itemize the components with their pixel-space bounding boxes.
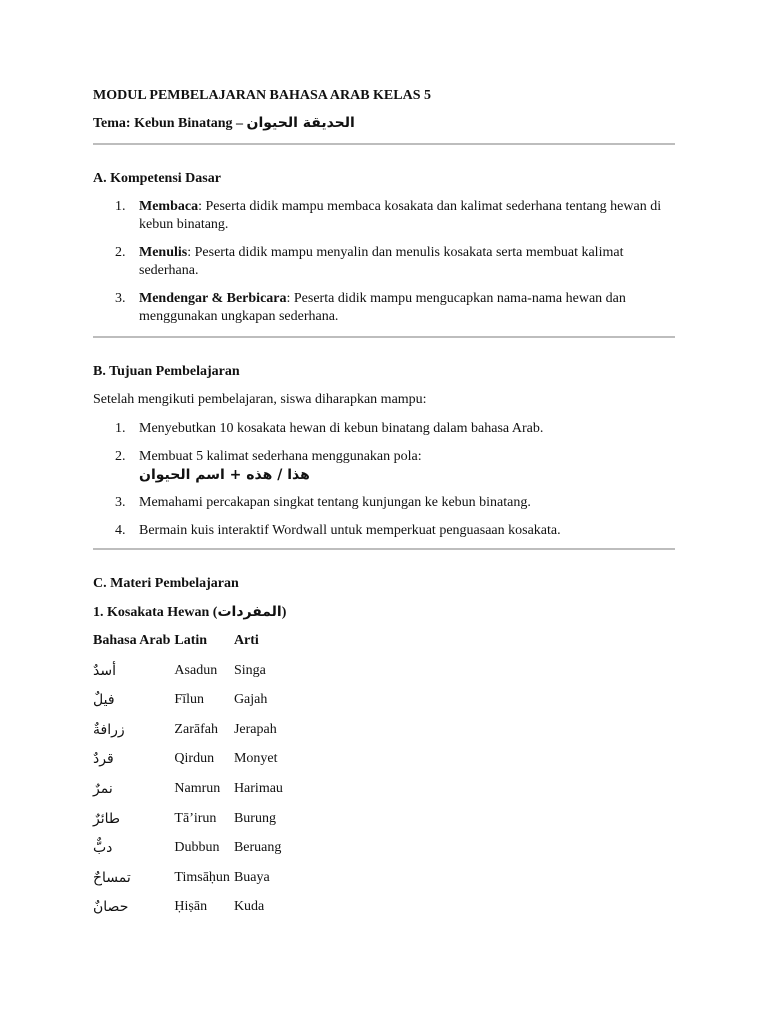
list-number: 2.: [115, 449, 126, 464]
competency-text: : Peserta didik mampu membaca kosakata dan kalimat sederhana tentang hewan di kebun binatang.: [139, 199, 662, 232]
table-row: [93, 840, 287, 870]
list-item: [93, 448, 675, 484]
cell-arabic: تمساحٌ: [93, 869, 131, 886]
vocab-table: [93, 633, 287, 929]
table-row: [93, 751, 287, 781]
competency-term: Membaca: [139, 199, 199, 214]
section-c-heading: C. Materi Pembelajaran: [93, 576, 239, 591]
objective-text: Bermain kuis interaktif Wordwall untuk memperkuat penguasaan kosakata.: [139, 523, 561, 538]
cell-meaning: Harimau: [233, 780, 283, 796]
divider: [93, 548, 675, 550]
vocab-subheading-arabic: المفردات: [217, 604, 282, 620]
list-item: [93, 420, 675, 438]
cell-latin: Zarāfah: [174, 721, 218, 737]
objective-text: Memahami percakapan singkat tentang kunjungan ke kebun binatang.: [139, 495, 531, 510]
cell-meaning: Gajah: [233, 692, 268, 708]
cell-meaning: Beruang: [233, 840, 282, 856]
section-a-heading: A. Kompetensi Dasar: [93, 171, 221, 186]
cell-latin: Fīlun: [174, 692, 204, 708]
cell-latin: Dubbun: [174, 840, 220, 856]
column-header-latin: Latin: [174, 633, 208, 648]
cell-arabic: أسدٌ: [93, 662, 116, 679]
list-number: 4.: [115, 523, 126, 538]
divider: [93, 143, 675, 145]
list-number: 3.: [115, 495, 126, 510]
list-item: [93, 494, 675, 512]
list-number: 1.: [115, 421, 126, 436]
competency-term: Menulis: [139, 245, 188, 260]
divider: [93, 336, 675, 338]
list-item: [93, 522, 675, 540]
cell-latin: Ḥiṣān: [174, 899, 208, 915]
cell-latin: Namrun: [174, 780, 221, 796]
list-number: 3.: [115, 291, 126, 306]
cell-latin: Qirdun: [174, 751, 215, 767]
cell-arabic: قردٌ: [93, 751, 114, 768]
list-item: [93, 198, 675, 234]
competency-term: Mendengar & Berbicara: [139, 291, 287, 306]
table-row: [93, 870, 287, 900]
theme-label: Tema: Kebun Binatang –: [93, 116, 244, 131]
competency-list: [93, 198, 675, 336]
list-item: [93, 290, 675, 326]
list-item: [93, 244, 675, 280]
cell-meaning: Kuda: [233, 899, 265, 915]
list-number: 1.: [115, 199, 126, 214]
cell-arabic: حصانٌ: [93, 899, 129, 916]
cell-arabic: زرافةٌ: [93, 721, 125, 738]
column-header-arabic: Bahasa Arab: [93, 633, 171, 648]
cell-meaning: Singa: [233, 662, 266, 678]
section-b-heading: B. Tujuan Pembelajaran: [93, 364, 240, 379]
cell-meaning: Monyet: [233, 751, 278, 767]
objective-text: Menyebutkan 10 kosakata hewan di kebun binatang dalam bahasa Arab.: [139, 421, 544, 436]
sentence-pattern: هذا / هذه + اسم الحيوان: [139, 467, 310, 483]
cell-meaning: Buaya: [233, 869, 270, 885]
objective-list: [93, 420, 675, 550]
section-b-intro: Setelah mengikuti pembelajaran, siswa diharapkan mampu:: [93, 392, 427, 407]
table-row: [93, 781, 287, 811]
cell-arabic: نمرٌ: [93, 780, 113, 797]
table-row: [93, 899, 287, 929]
table-header-row: [93, 633, 287, 663]
cell-latin: Asadun: [174, 662, 218, 678]
list-number: 2.: [115, 245, 126, 260]
cell-meaning: Jerapah: [233, 721, 277, 737]
competency-text: : Peserta didik mampu menyalin dan menulis kosakata serta membuat kalimat sederhana.: [139, 245, 624, 278]
vocab-subheading-suffix: ): [281, 605, 287, 620]
cell-latin: Tā’irun: [174, 810, 217, 826]
competency-text: : Peserta didik mampu mengucapkan nama-nama hewan dan menggunakan ungkapan sederhana.: [139, 291, 626, 324]
table-row: [93, 692, 287, 722]
table-row: [93, 722, 287, 752]
cell-arabic: طائرٌ: [93, 810, 121, 827]
vocab-subheading-prefix: 1. Kosakata Hewan (: [93, 605, 218, 620]
table-row: [93, 811, 287, 841]
theme-line: [93, 115, 355, 132]
table-row: [93, 663, 287, 693]
cell-latin: Timsāḥun: [174, 869, 230, 885]
document-title: MODUL PEMBELAJARAN BAHASA ARAB KELAS 5: [93, 88, 431, 103]
vocab-subheading: [93, 604, 286, 621]
cell-arabic: فيلٌ: [93, 692, 115, 709]
cell-meaning: Burung: [233, 810, 276, 826]
theme-arabic: الحديقة الحيوان: [246, 115, 355, 131]
cell-arabic: دبٌّ: [93, 840, 113, 857]
column-header-meaning: Arti: [233, 633, 259, 648]
objective-text: Membuat 5 kalimat sederhana menggunakan pola:: [139, 449, 422, 464]
